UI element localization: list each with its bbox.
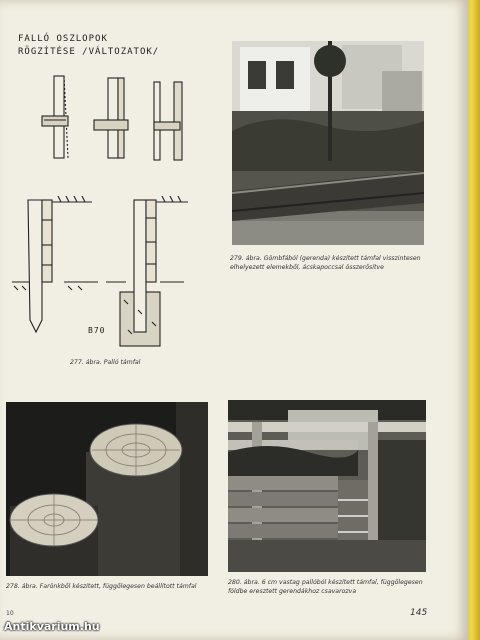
post-fixing-sketch [8,60,220,360]
caption-280: 280. ábra. 6 cm vastag pallóból készített támfal, függőlegesen földbe eresztett gerendákhoz csavarozva [228,579,423,595]
photo-278-log-stumps [6,402,208,576]
book-spine [466,0,480,640]
caption-279: 279. ábra. Gömbfából (gerenda) készített támfal visszintesen elhelyezett elemekből, ácskapoccsal összerősítve [230,255,421,271]
caption-277: 277. ábra. Palló támfal [70,359,141,366]
watermark-text: Antikvarium.hu [4,620,100,633]
edge-number: 10 [6,610,14,617]
sketch-title-line1: FALLÓ OSZLOPOK [18,34,108,44]
page-number: 145 [410,608,428,618]
photo-280-plank-wall [228,400,426,572]
sketch-signature: B70 [88,326,106,335]
sketch-title-line2: RÖGZÍTÉSE /VÁLTOZATOK/ [18,47,160,57]
photo-279-log-wall [232,41,424,245]
caption-278: 278. ábra. Farönkből készített, függőlegesen beállított támfal [6,583,197,590]
